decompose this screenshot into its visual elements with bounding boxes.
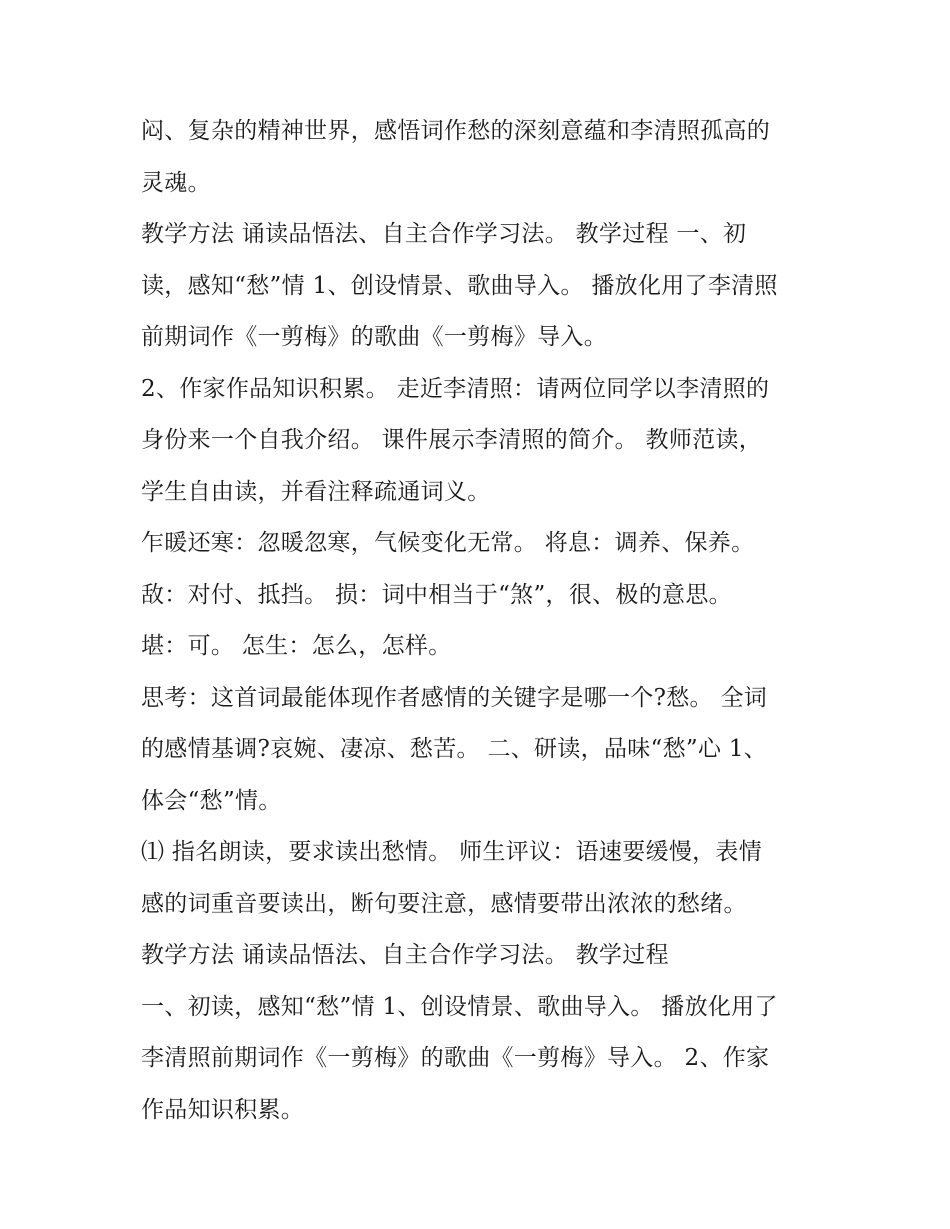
- paragraph-thinking-question: [141, 673, 821, 828]
- text-line: 堪：可。 怎生：怎么，怎样。: [141, 633, 452, 659]
- text-line: 读，感知“愁”情 1、创设情景、歌曲导入。 播放化用了李清照: [141, 272, 778, 299]
- text-line: 教学方法 诵读品悟法、自主合作学习法。 教学过程 一、初: [141, 221, 747, 247]
- text-line: 教学方法 诵读品悟法、自主合作学习法。 教学过程: [141, 942, 669, 968]
- document-body: [141, 106, 821, 1136]
- paragraph-first-reading: [141, 982, 821, 1137]
- paragraph-teaching-method: [141, 209, 821, 364]
- paragraph-teaching-method-repeat: [141, 930, 821, 982]
- text-line: 2、作家作品知识积累。 走近李清照：请两位同学以李清照的: [141, 375, 770, 402]
- paragraph-reading-aloud: [141, 827, 821, 930]
- text-line: 学生自由读，并看注释疏通词义。: [141, 478, 491, 505]
- text-line: 感的词重音要读出，断句要注意，感情要带出浓浓的愁绪。: [141, 890, 747, 917]
- paragraph-intro-ending: [141, 106, 821, 209]
- paragraph-word-glossary: [141, 518, 821, 673]
- text-line: 闷、复杂的精神世界，感悟词作愁的深刻意蕴和李清照孤高的: [141, 118, 771, 144]
- text-line: 一、初读，感知“愁”情 1、创设情景、歌曲导入。 播放化用了: [141, 993, 778, 1020]
- text-line: 李清照前期词作《一剪梅》的歌曲《一剪梅》导入。 2、作家: [141, 1045, 770, 1071]
- paragraph-author-knowledge: [141, 364, 821, 519]
- text-line: 作品知识积累。: [141, 1096, 305, 1123]
- text-line: ⑴ 指名朗读，要求读出愁情。 师生评议：语速要缓慢，表情: [141, 839, 763, 865]
- text-line: 乍暖还寒：忽暖忽寒，气候变化无常。 将息：调养、保养。: [141, 530, 755, 556]
- text-line: 敌：对付、抵挡。 损：词中相当于“煞”，很、极的意思。: [141, 581, 732, 608]
- text-line: 的感情基调?哀婉、凄凉、愁苦。 二、研读，品味“愁”心 1、: [141, 736, 768, 762]
- text-line: 前期词作《一剪梅》的歌曲《一剪梅》导入。: [141, 324, 607, 350]
- text-line: 身份来一个自我介绍。 课件展示李清照的简介。 教师范读，: [141, 427, 763, 453]
- text-line: 思考：这首词最能体现作者感情的关键字是哪一个?愁。 全词: [141, 684, 768, 711]
- text-line: 灵魂。: [141, 169, 211, 196]
- text-line: 体会“愁”情。: [141, 787, 282, 814]
